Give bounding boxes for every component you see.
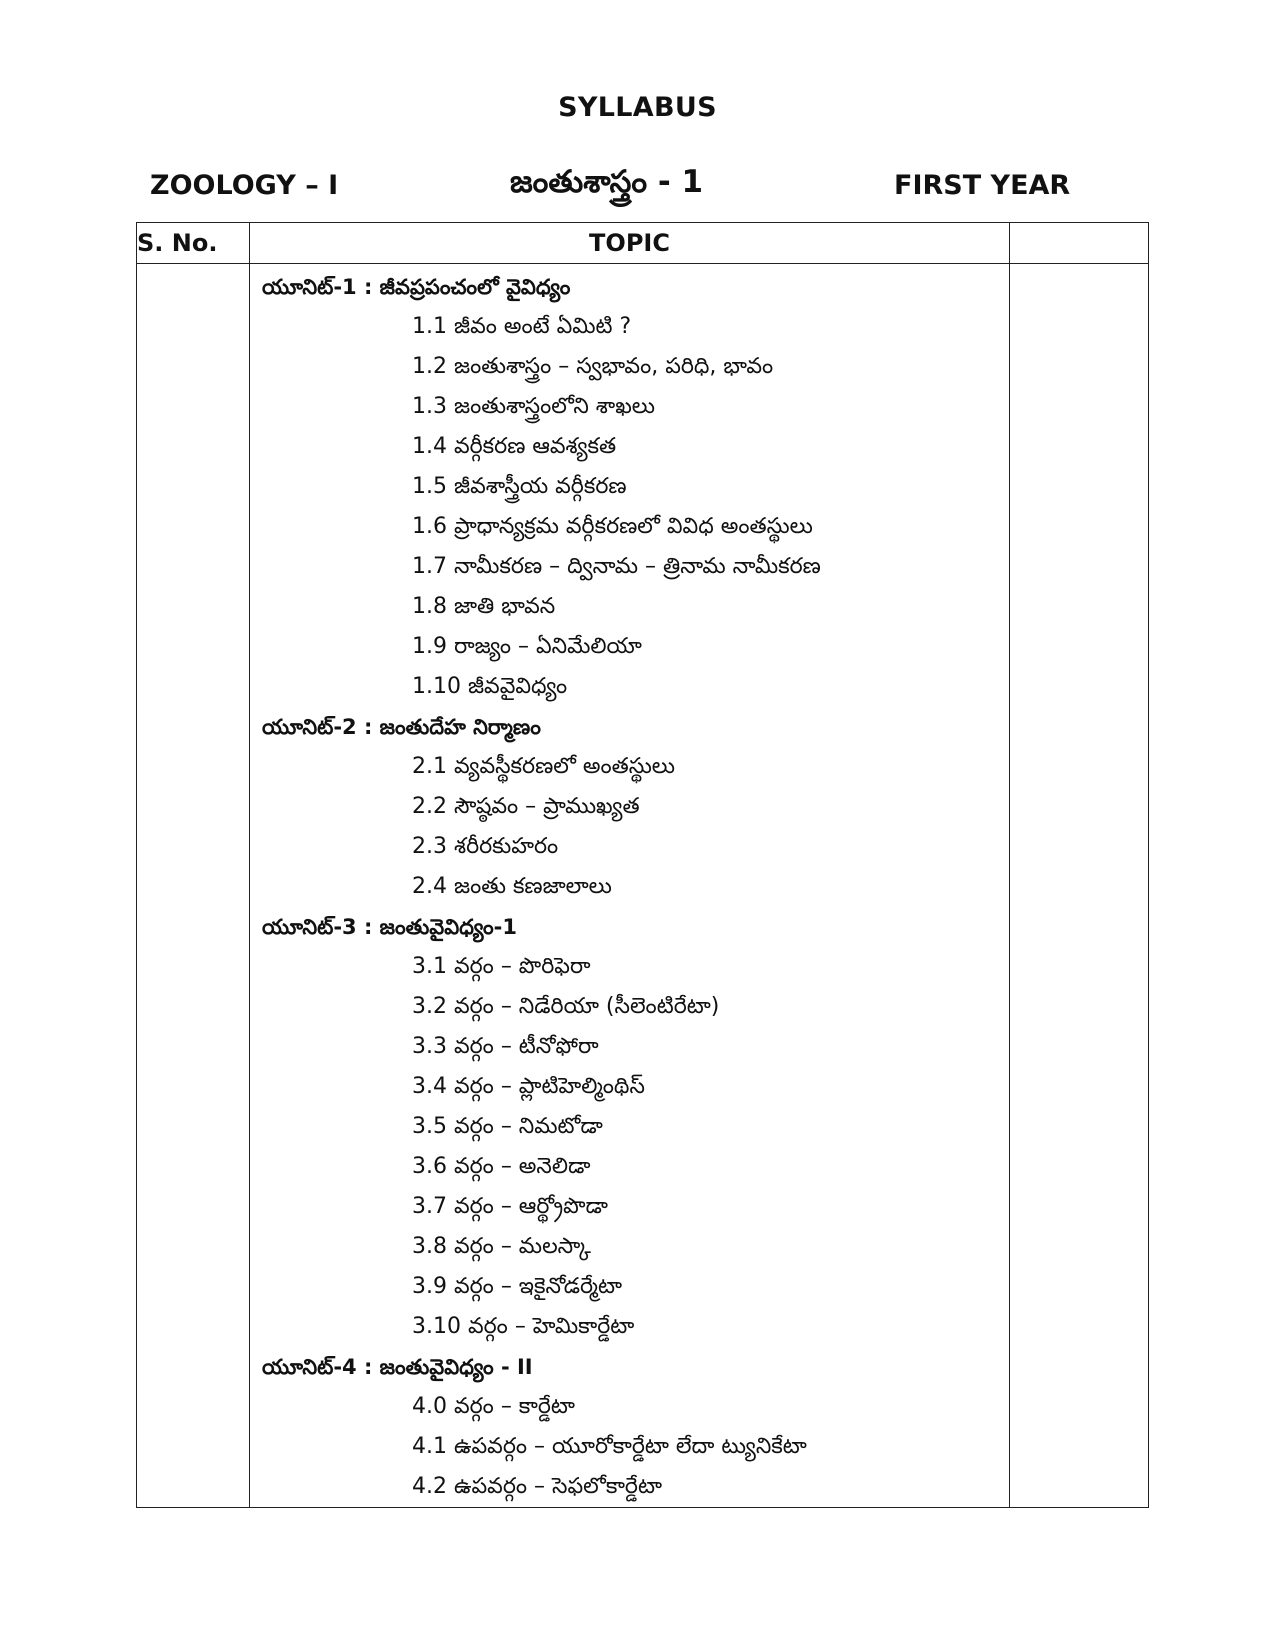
topic-item: 4.0 వర్గం – కార్డేటా (412, 1394, 575, 1419)
topic-item: 1.2 జంతుశాస్త్రం – స్వభావం, పరిధి, భావం (412, 354, 774, 379)
topic-item: 2.1 వ్యవస్థీకరణలో అంతస్థులు (412, 754, 676, 779)
topic-item: 3.4 వర్గం – ప్లాటిహెల్మింథిస్ (412, 1074, 645, 1099)
unit-heading: యూనిట్-4 : జంతువైవిధ్యం - II (262, 1355, 533, 1379)
topic-item: 1.10 జీవవైవిధ్యం (412, 674, 568, 699)
topic-item: 1.6 ప్రాధాన్యక్రమ వర్గీకరణలో వివిధ అంతస్థులు (412, 514, 813, 539)
topic-item: 1.7 నామీకరణ – ద్వినామ – త్రినామ నామీకరణ (412, 554, 821, 579)
topic-item: 1.1 జీవం అంటే ఏమిటి ? (412, 314, 632, 339)
extra-cell (1010, 264, 1149, 1508)
topic-item: 3.3 వర్గం – టీనోఫోరా (412, 1034, 599, 1059)
topic-item: 1.4 వర్గీకరణ ఆవశ్యకత (412, 434, 617, 459)
topic-item: 4.2 ఉపవర్గం – సెఫలోకార్డేటా (412, 1474, 663, 1499)
topic-item: 3.1 వర్గం – పొరిఫెరా (412, 954, 591, 979)
unit-heading: యూనిట్-2 : జంతుదేహ నిర్మాణం (262, 715, 541, 739)
unit-heading: యూనిట్-1 : జీవప్రపంచంలో వైవిధ్యం (262, 275, 571, 299)
subject-telugu: జంతుశాస్త్రం - 1 (510, 164, 704, 200)
topic-item: 3.2 వర్గం – నిడేరియా (సీలెంటిరేటా) (412, 994, 720, 1019)
topic-item: 1.8 జాతి భావన (412, 594, 556, 619)
topic-item: 4.1 ఉపవర్గం – యూరోకార్డేటా లేదా ట్యునికేటా (412, 1434, 807, 1459)
topic-item: 2.2 సౌష్ఠవం – ప్రాముఖ్యత (412, 794, 640, 819)
topic-item: 2.4 జంతు కణజాలాలు (412, 874, 612, 899)
unit-heading: యూనిట్-3 : జంతువైవిధ్యం-1 (262, 915, 517, 939)
table-row (137, 264, 1149, 1508)
topic-item: 3.5 వర్గం – నిమటోడా (412, 1114, 603, 1139)
topic-item: 1.5 జీవశాస్త్రీయ వర్గీకరణ (412, 474, 627, 499)
header-extra (1010, 223, 1149, 264)
year-label: FIRST YEAR (894, 170, 1071, 201)
sno-cell (137, 264, 250, 1508)
topic-item: 3.8 వర్గం – మలస్కా (412, 1234, 591, 1259)
topic-cell (250, 264, 1010, 1508)
topic-item: 3.6 వర్గం – అనెలిడా (412, 1154, 591, 1179)
topic-item: 2.3 శరీరకుహరం (412, 834, 559, 859)
header-topic: TOPIC (250, 223, 1010, 264)
subject-english: ZOOLOGY – I (150, 170, 339, 201)
topic-item: 1.9 రాజ్యం – ఏనిమేలియా (412, 634, 642, 659)
subject-header (150, 164, 1080, 210)
topic-list (250, 264, 1009, 1507)
topic-item: 1.3 జంతుశాస్త్రంలోని శాఖలు (412, 394, 656, 419)
topic-item: 3.7 వర్గం – ఆర్థ్రోపొడా (412, 1194, 608, 1219)
header-sno: S. No. (137, 223, 250, 264)
syllabus-table (136, 222, 1149, 1508)
table-header-row (137, 223, 1149, 264)
topic-item: 3.10 వర్గం – హెమికార్డేటా (412, 1314, 635, 1339)
topic-item: 3.9 వర్గం – ఇకైనోడర్మేటా (412, 1274, 623, 1299)
document-title: SYLLABUS (558, 92, 717, 123)
